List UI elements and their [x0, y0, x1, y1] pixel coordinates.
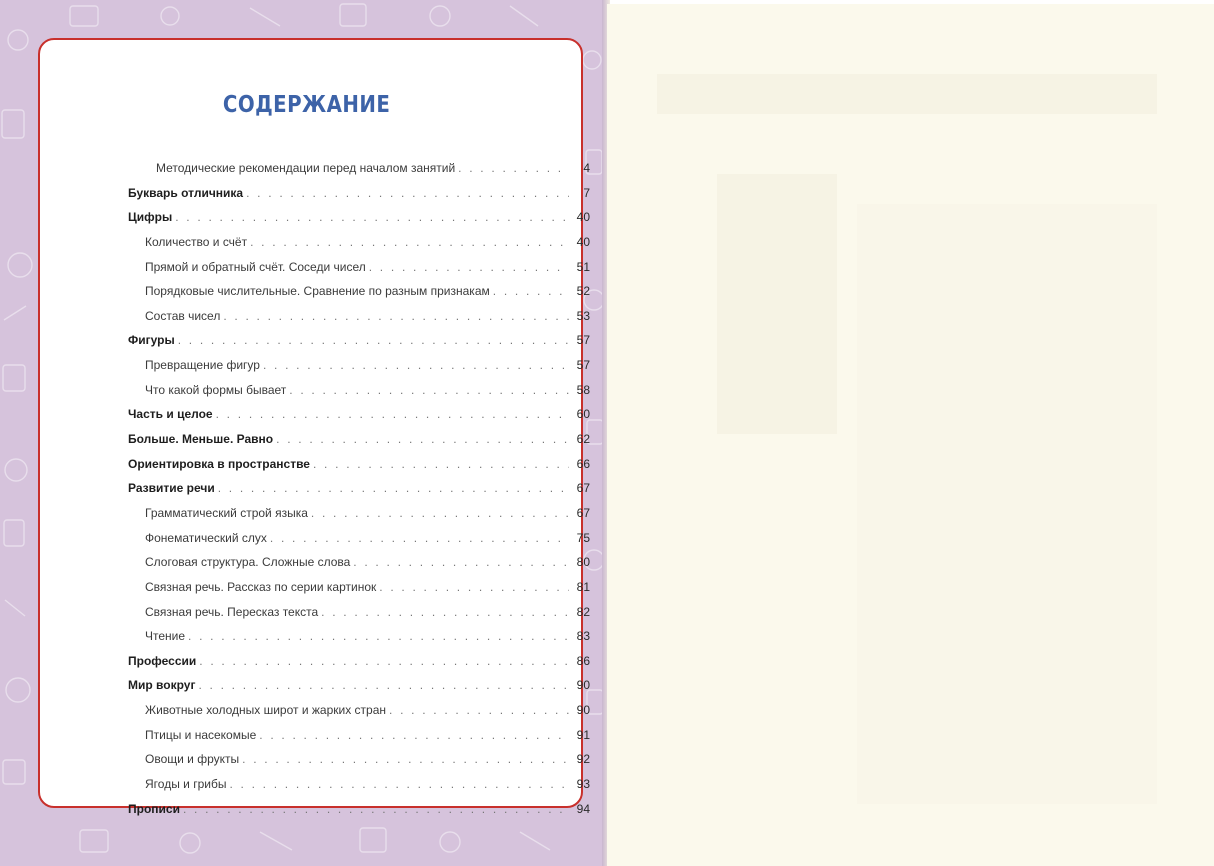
toc-entry	[128, 600, 590, 625]
toc-entry-label: Количество и счёт	[145, 234, 248, 249]
toc-entry	[128, 673, 590, 698]
toc-entry-page-number: 60	[576, 407, 590, 422]
toc-entry-page-number: 82	[576, 604, 590, 619]
toc-entry	[128, 723, 590, 748]
toc-entry	[128, 181, 590, 206]
toc-dot-leader	[276, 427, 569, 452]
toc-dot-leader	[353, 550, 569, 575]
toc-entry-label: Ориентировка в пространстве	[128, 456, 310, 471]
toc-entry-label: Слоговая структура. Сложные слова	[145, 555, 351, 570]
toc-dot-leader	[216, 402, 569, 427]
toc-dot-leader	[183, 797, 569, 822]
toc-entry-label: Связная речь. Рассказ по серии картинок	[145, 579, 377, 594]
toc-entry	[128, 230, 590, 255]
toc-dot-leader	[250, 230, 569, 255]
toc-entry-label: Больше. Меньше. Равно	[128, 432, 274, 447]
toc-entry	[128, 624, 590, 649]
toc-entry-page-number: 75	[576, 530, 590, 545]
toc-dot-leader	[263, 353, 569, 378]
toc-entry	[128, 255, 590, 280]
toc-entry-label: Ягоды и грибы	[145, 777, 227, 792]
toc-dot-leader	[175, 205, 569, 230]
toc-entry	[128, 156, 590, 181]
toc-entry	[128, 747, 590, 772]
toc-dot-leader	[379, 575, 569, 600]
toc-entry-page-number: 81	[576, 579, 590, 594]
toc-entry-label: Фонематический слух	[145, 530, 267, 545]
table-of-contents-frame	[38, 38, 590, 816]
toc-entry	[128, 550, 590, 575]
toc-entry	[128, 328, 590, 353]
toc-entry-label: Порядковые числительные. Сравнение по разным признакам	[145, 284, 490, 299]
toc-dot-leader	[389, 698, 569, 723]
toc-dot-leader	[369, 255, 569, 280]
toc-entry-label: Часть и целое	[128, 407, 213, 422]
toc-dot-leader	[188, 624, 569, 649]
toc-list	[128, 156, 590, 821]
toc-entry-label: Прямой и обратный счёт. Соседи чисел	[145, 259, 366, 274]
toc-dot-leader	[198, 673, 569, 698]
toc-entry-page-number: 93	[576, 777, 590, 792]
toc-entry	[128, 304, 590, 329]
toc-entry-label: Профессии	[128, 653, 197, 668]
toc-entry-label: Состав чисел	[145, 308, 221, 323]
toc-entry	[128, 452, 590, 477]
toc-entry-page-number: 7	[583, 185, 590, 200]
toc-entry-label: Фигуры	[128, 333, 175, 348]
toc-dot-leader	[178, 328, 569, 353]
toc-entry-label: Грамматический строй языка	[145, 505, 308, 520]
toc-entry-page-number: 40	[576, 234, 590, 249]
toc-dot-leader	[242, 747, 569, 772]
toc-entry-label: Методические рекомендации перед началом занятий	[156, 161, 456, 175]
toc-entry-label: Связная речь. Пересказ текста	[145, 604, 319, 619]
toc-dot-leader	[313, 452, 569, 477]
toc-entry-label: Овощи и фрукты	[145, 752, 240, 767]
toc-entry-page-number: 80	[576, 555, 590, 570]
toc-entry-label: Превращение фигур	[145, 358, 260, 373]
toc-entry-page-number: 57	[576, 358, 590, 373]
toc-entry-page-number: 94	[576, 801, 590, 816]
toc-entry	[128, 772, 590, 797]
toc-entry	[128, 279, 590, 304]
toc-entry-page-number: 91	[576, 727, 590, 742]
toc-entry-label: Животные холодных широт и жарких стран	[145, 703, 387, 718]
toc-entry	[128, 575, 590, 600]
toc-dot-leader	[321, 600, 569, 625]
toc-entry-page-number: 58	[576, 382, 590, 397]
toc-dot-leader	[218, 476, 569, 501]
toc-entry	[128, 402, 590, 427]
toc-entry-label: Развитие речи	[128, 481, 215, 496]
toc-entry-page-number: 83	[576, 629, 590, 644]
toc-dot-leader	[458, 156, 569, 181]
toc-dot-leader	[270, 526, 569, 551]
toc-entry-page-number: 4	[583, 161, 590, 175]
toc-entry	[128, 526, 590, 551]
toc-entry	[128, 698, 590, 723]
toc-dot-leader	[289, 378, 569, 403]
toc-entry	[128, 205, 590, 230]
toc-dot-leader	[259, 723, 569, 748]
toc-entry-label: Прописи	[128, 801, 180, 816]
toc-entry-page-number: 52	[576, 284, 590, 299]
toc-entry-label: Цифры	[128, 210, 173, 225]
toc-dot-leader	[223, 304, 569, 329]
toc-dot-leader	[199, 649, 569, 674]
toc-entry-page-number: 62	[576, 432, 590, 447]
toc-entry	[128, 501, 590, 526]
toc-entry-label: Мир вокруг	[128, 678, 196, 693]
toc-entry-page-number: 67	[576, 481, 590, 496]
toc-entry	[128, 378, 590, 403]
toc-entry-page-number: 90	[576, 678, 590, 693]
toc-dot-leader	[229, 772, 569, 797]
toc-entry-page-number: 86	[576, 653, 590, 668]
toc-entry-page-number: 40	[576, 210, 590, 225]
toc-entry-label: Что какой формы бывает	[145, 382, 287, 397]
toc-entry	[128, 797, 590, 822]
toc-entry	[128, 353, 590, 378]
toc-entry	[128, 427, 590, 452]
page-title: СОДЕРЖАНИЕ	[222, 92, 391, 118]
toc-entry-page-number: 57	[576, 333, 590, 348]
toc-entry-page-number: 90	[576, 703, 590, 718]
toc-entry-page-number: 92	[576, 752, 590, 767]
toc-dot-leader	[493, 279, 569, 304]
toc-entry-label: Птицы и насекомые	[145, 727, 257, 742]
toc-entry-page-number: 67	[576, 505, 590, 520]
toc-dot-leader	[311, 501, 569, 526]
toc-entry	[128, 649, 590, 674]
toc-entry-page-number: 66	[576, 456, 590, 471]
toc-entry	[128, 476, 590, 501]
toc-dot-leader	[246, 181, 569, 206]
toc-entry-page-number: 51	[576, 259, 590, 274]
right-page	[607, 4, 1214, 866]
toc-entry-label: Букварь отличника	[128, 185, 244, 200]
toc-entry-label: Чтение	[145, 629, 186, 644]
toc-entry-page-number: 53	[576, 308, 590, 323]
